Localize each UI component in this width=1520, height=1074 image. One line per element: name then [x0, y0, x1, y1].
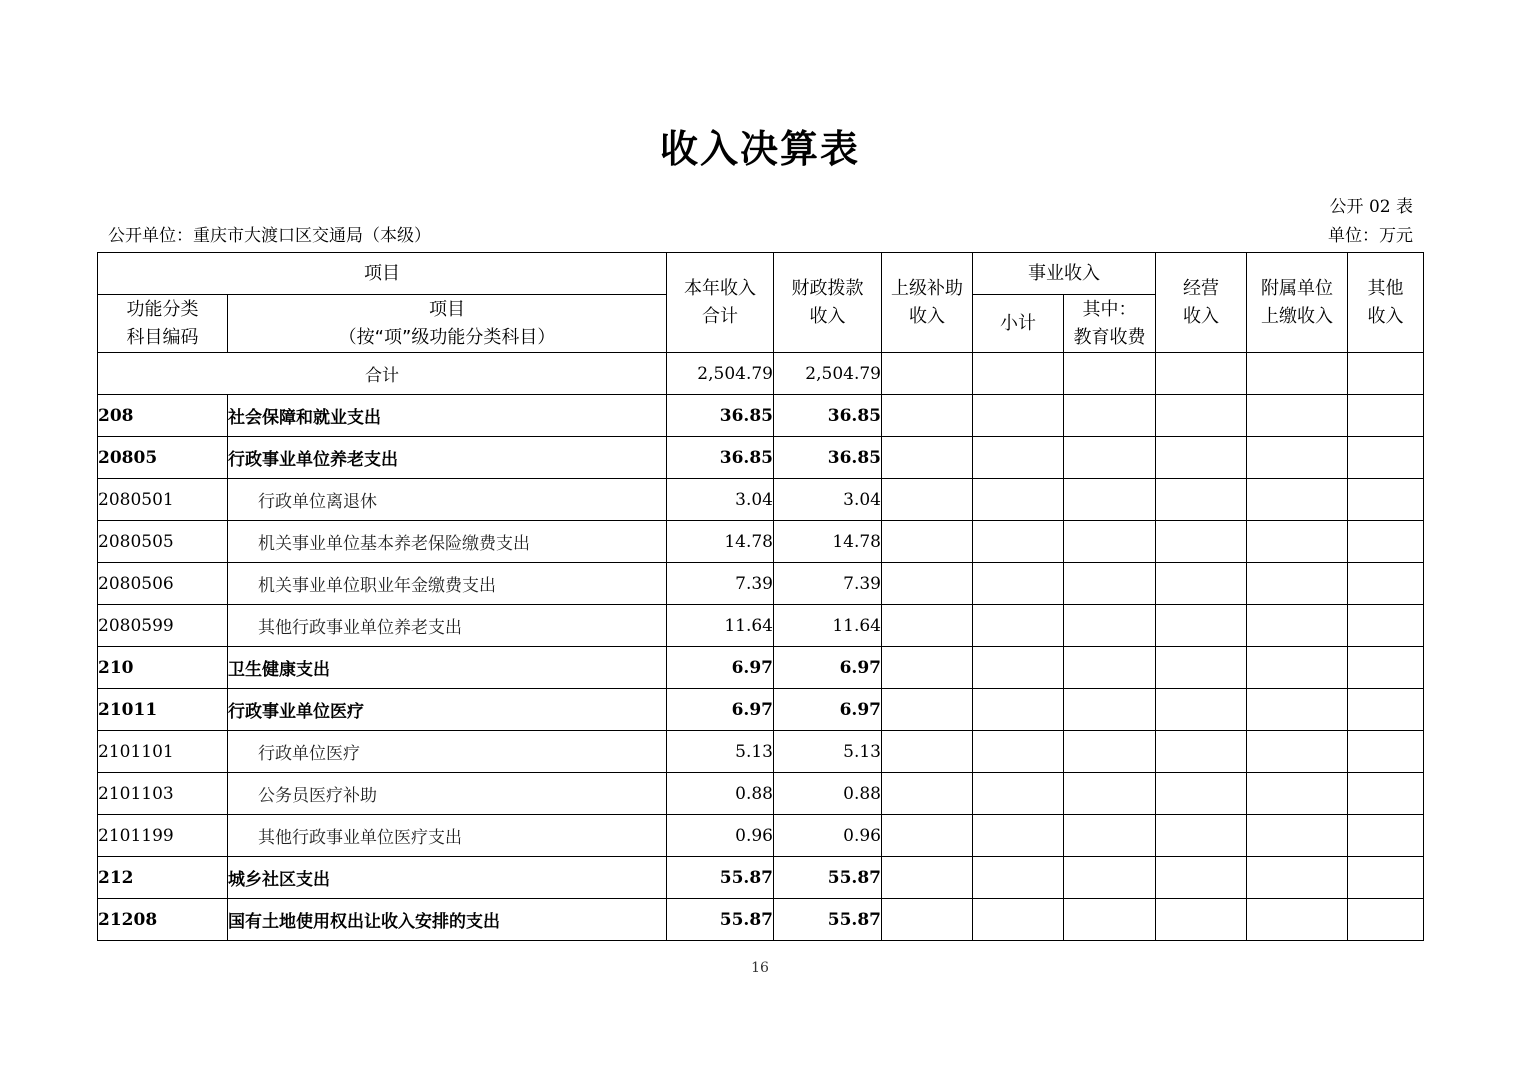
empty-cell: [1348, 395, 1424, 437]
row-code: 2080599: [98, 605, 228, 647]
row-fiscal: 55.87: [774, 899, 882, 941]
reporting-unit: 公开单位：重庆市大渡口区交通局（本级）: [108, 226, 431, 246]
empty-cell: [1247, 605, 1348, 647]
total-label: 合计: [98, 353, 667, 395]
empty-cell: [1247, 479, 1348, 521]
row-name: 公务员医疗补助: [228, 773, 667, 815]
header-fiscal: 财政拨款 收入: [774, 253, 882, 353]
empty-cell: [973, 647, 1064, 689]
empty-cell: [1247, 647, 1348, 689]
empty-cell: [1247, 731, 1348, 773]
table-row: [98, 479, 1424, 521]
row-total: 14.78: [667, 521, 774, 563]
table-row: [98, 395, 1424, 437]
header-upper-subsidy: 上级补助 收入: [882, 253, 973, 353]
row-name: 国有土地使用权出让收入安排的支出: [228, 899, 667, 941]
row-name: 机关事业单位职业年金缴费支出: [228, 563, 667, 605]
empty-cell: [1064, 479, 1156, 521]
empty-cell: [882, 563, 973, 605]
empty-cell: [882, 605, 973, 647]
row-name: 其他行政事业单位医疗支出: [228, 815, 667, 857]
empty-cell: [1348, 689, 1424, 731]
row-fiscal: 0.96: [774, 815, 882, 857]
table-row: [98, 437, 1424, 479]
empty-cell: [1064, 899, 1156, 941]
empty-cell: [1348, 857, 1424, 899]
row-total: 7.39: [667, 563, 774, 605]
empty-cell: [1348, 731, 1424, 773]
header-item-name: 项目 （按“项”级功能分类科目）: [228, 295, 667, 353]
header-func-code: 功能分类 科目编码: [98, 295, 228, 353]
row-code: 21208: [98, 899, 228, 941]
empty-cell: [1247, 773, 1348, 815]
row-total: 36.85: [667, 395, 774, 437]
row-fiscal: 3.04: [774, 479, 882, 521]
row-code: 212: [98, 857, 228, 899]
empty-cell: [973, 815, 1064, 857]
row-code: 2080506: [98, 563, 228, 605]
empty-cell: [1064, 563, 1156, 605]
empty-cell: [1348, 521, 1424, 563]
row-name: 其他行政事业单位养老支出: [228, 605, 667, 647]
empty-cell: [973, 437, 1064, 479]
row-fiscal: 5.13: [774, 731, 882, 773]
empty-cell: [882, 857, 973, 899]
empty-cell: [1247, 395, 1348, 437]
row-name: 机关事业单位基本养老保险缴费支出: [228, 521, 667, 563]
row-name: 行政事业单位养老支出: [228, 437, 667, 479]
row-name: 卫生健康支出: [228, 647, 667, 689]
row-total: 36.85: [667, 437, 774, 479]
row-total: 11.64: [667, 605, 774, 647]
total-fiscal: 2,504.79: [774, 353, 882, 395]
form-number: 公开 02 表: [1329, 197, 1413, 217]
empty-cell: [882, 647, 973, 689]
empty-cell: [882, 437, 973, 479]
row-total: 3.04: [667, 479, 774, 521]
page-title: 收入决算表: [659, 127, 860, 171]
row-name: 行政事业单位医疗: [228, 689, 667, 731]
empty-cell: [882, 521, 973, 563]
income-table: [97, 252, 1424, 941]
empty-cell: [1064, 857, 1156, 899]
empty-cell: [1064, 815, 1156, 857]
empty-cell: [882, 815, 973, 857]
row-fiscal: 6.97: [774, 689, 882, 731]
empty-cell: [1247, 437, 1348, 479]
row-fiscal: 6.97: [774, 647, 882, 689]
empty-cell: [1064, 605, 1156, 647]
total-row: [98, 353, 1424, 395]
empty-cell: [1156, 479, 1247, 521]
empty-cell: [1064, 437, 1156, 479]
empty-cell: [882, 689, 973, 731]
empty-cell: [882, 395, 973, 437]
header-subtotal: 小计: [973, 295, 1064, 353]
row-code: 2101199: [98, 815, 228, 857]
empty-cell: [1348, 647, 1424, 689]
row-total: 0.88: [667, 773, 774, 815]
empty-cell: [1348, 899, 1424, 941]
row-total: 0.96: [667, 815, 774, 857]
empty-cell: [1247, 689, 1348, 731]
empty-cell: [1156, 563, 1247, 605]
empty-cell: [1247, 563, 1348, 605]
row-code: 210: [98, 647, 228, 689]
empty-cell: [882, 899, 973, 941]
table-row: [98, 773, 1424, 815]
empty-cell: [1064, 773, 1156, 815]
table-row: [98, 731, 1424, 773]
header-other: 其他 收入: [1348, 253, 1424, 353]
row-fiscal: 7.39: [774, 563, 882, 605]
table-row: [98, 857, 1424, 899]
empty-cell: [1348, 773, 1424, 815]
empty-cell: [1156, 395, 1247, 437]
empty-cell: [973, 479, 1064, 521]
row-fiscal: 14.78: [774, 521, 882, 563]
page-number: 16: [751, 960, 769, 976]
row-code: 2080505: [98, 521, 228, 563]
empty-cell: [973, 563, 1064, 605]
empty-cell: [882, 479, 973, 521]
empty-cell: [1156, 689, 1247, 731]
row-name: 行政单位离退休: [228, 479, 667, 521]
empty-cell: [882, 773, 973, 815]
row-total: 55.87: [667, 899, 774, 941]
row-code: 20805: [98, 437, 228, 479]
row-total: 6.97: [667, 647, 774, 689]
row-total: 55.87: [667, 857, 774, 899]
row-name: 行政单位医疗: [228, 731, 667, 773]
header-business-income: 事业收入: [973, 253, 1156, 295]
row-total: 5.13: [667, 731, 774, 773]
empty-cell: [973, 395, 1064, 437]
header-edu-fee: 其中： 教育收费: [1064, 295, 1156, 353]
empty-cell: [1064, 647, 1156, 689]
empty-cell: [973, 857, 1064, 899]
empty-cell: [973, 521, 1064, 563]
total-income: 2,504.79: [667, 353, 774, 395]
header-total: 本年收入 合计: [667, 253, 774, 353]
empty-cell: [1156, 605, 1247, 647]
table-row: [98, 815, 1424, 857]
empty-cell: [1064, 395, 1156, 437]
table-row: [98, 605, 1424, 647]
empty-cell: [1156, 857, 1247, 899]
empty-cell: [973, 605, 1064, 647]
row-fiscal: 36.85: [774, 437, 882, 479]
table-row: [98, 647, 1424, 689]
row-code: 208: [98, 395, 228, 437]
row-fiscal: 0.88: [774, 773, 882, 815]
table-row: [98, 899, 1424, 941]
empty-cell: [1156, 773, 1247, 815]
table-row: [98, 563, 1424, 605]
empty-cell: [973, 773, 1064, 815]
empty-cell: [1348, 479, 1424, 521]
empty-cell: [1064, 689, 1156, 731]
empty-cell: [1247, 857, 1348, 899]
row-code: 2101103: [98, 773, 228, 815]
empty-cell: [1247, 521, 1348, 563]
empty-cell: [1064, 521, 1156, 563]
empty-cell: [1348, 605, 1424, 647]
table-row: [98, 521, 1424, 563]
empty-cell: [1156, 521, 1247, 563]
header-affiliate: 附属单位 上缴收入: [1247, 253, 1348, 353]
row-name: 社会保障和就业支出: [228, 395, 667, 437]
row-code: 2080501: [98, 479, 228, 521]
empty-cell: [1348, 437, 1424, 479]
empty-cell: [1156, 437, 1247, 479]
row-fiscal: 55.87: [774, 857, 882, 899]
row-code: 2101101: [98, 731, 228, 773]
row-fiscal: 11.64: [774, 605, 882, 647]
row-code: 21011: [98, 689, 228, 731]
empty-cell: [1247, 815, 1348, 857]
currency-unit: 单位：万元: [1328, 226, 1413, 246]
empty-cell: [1156, 815, 1247, 857]
empty-cell: [973, 899, 1064, 941]
empty-cell: [1348, 815, 1424, 857]
empty-cell: [882, 731, 973, 773]
empty-cell: [1348, 563, 1424, 605]
row-fiscal: 36.85: [774, 395, 882, 437]
header-project: 项目: [98, 253, 667, 295]
empty-cell: [1156, 731, 1247, 773]
row-name: 城乡社区支出: [228, 857, 667, 899]
empty-cell: [1064, 731, 1156, 773]
row-total: 6.97: [667, 689, 774, 731]
empty-cell: [1156, 899, 1247, 941]
table-row: [98, 689, 1424, 731]
empty-cell: [1156, 647, 1247, 689]
empty-cell: [973, 689, 1064, 731]
empty-cell: [1247, 899, 1348, 941]
header-operating: 经营 收入: [1156, 253, 1247, 353]
empty-cell: [973, 731, 1064, 773]
